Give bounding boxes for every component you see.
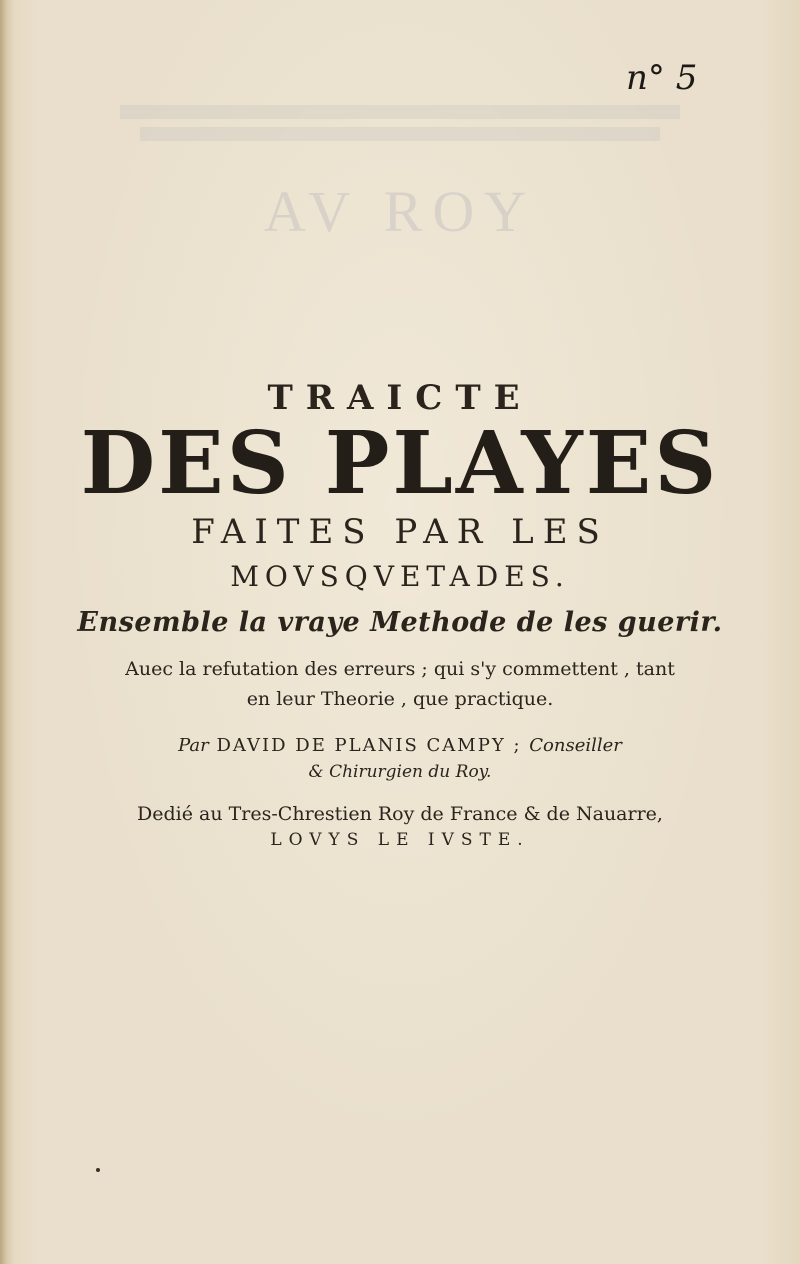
- subtitle: Ensemble la vraye Methode de les guerir.: [77, 607, 723, 638]
- handwritten-note: n° 5: [626, 58, 698, 98]
- author-prefix: Par: [178, 735, 209, 756]
- ink-spot: [96, 1168, 100, 1172]
- title-line-2: DES PLAYES: [80, 413, 720, 514]
- bleed-through-bands: [0, 105, 800, 165]
- bleed-through-text: AV ROY: [263, 179, 537, 244]
- title-line-4: MOVSQVETADES.: [230, 560, 570, 593]
- title-line-1: TRAICTE: [267, 378, 533, 418]
- author-name: DAVID DE PLANIS CAMPY ;: [216, 735, 522, 756]
- author-line: [0, 735, 800, 756]
- description-line-2: en leur Theorie , que practique.: [246, 688, 554, 710]
- dedication-line-1: Dedié au Tres-Chrestien Roy de France & de Nauarre,: [137, 803, 663, 825]
- description-line-1: Auec la refutation des erreurs ; qui s'y commettent , tant: [125, 658, 675, 680]
- dedication-line-2: LOVYS LE IVSTE.: [270, 830, 530, 850]
- title-line-3: FAITES PAR LES: [191, 512, 609, 552]
- author-role-2: & Chirurgien du Roy.: [308, 762, 492, 782]
- author-role-1: Conseiller: [529, 735, 622, 756]
